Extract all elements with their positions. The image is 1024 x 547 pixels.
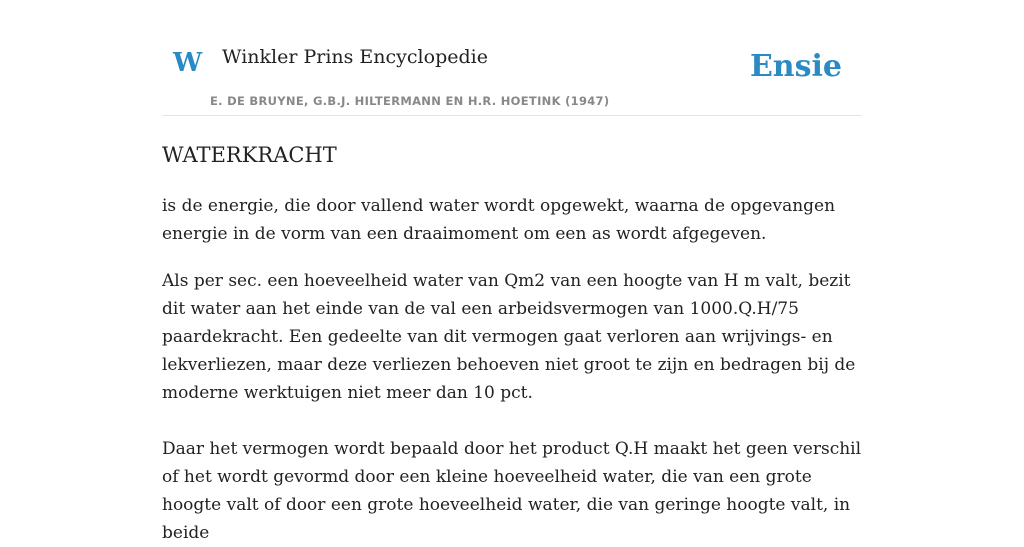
article-headword: WATERKRACHT — [162, 143, 337, 167]
ensie-logo[interactable]: Ensie — [749, 49, 842, 84]
source-authors: E. DE BRUYNE, G.B.J. HILTERMANN EN H.R. HOETINK (1947) — [210, 94, 610, 108]
article-paragraph: Daar het vermogen wordt bepaald door het product Q.H maakt het geen verschil of het wordt gevormd door een kleine hoeveelheid water, die van een grote hoogte valt of door een grote hoeveelheid water, die van geringe hoogte valt, in beide — [162, 439, 862, 543]
article-paragraph: is de energie, die door vallend water wordt opgewekt, waarna de opgevangen energie in de vorm van een draaimoment om een as wordt afgegeven. — [162, 196, 836, 244]
article-paragraph: Als per sec. een hoeveelheid water van Qm2 van een hoogte van H m valt, bezit dit water aan het einde van de val een arbeidsvermogen van 1000.Q.H/75 paardekracht. Een gedeelte van dit vermogen gaat verloren aan wrijvings- en lekverliezen, maar deze verliezen behoeven niet groot te zijn en bedragen bij de moderne werktuigen niet meer dan 10 pct. — [162, 271, 856, 403]
winkler-prins-logo[interactable]: W — [173, 48, 203, 78]
page-container — [162, 0, 862, 547]
source-title[interactable]: Winkler Prins Encyclopedie — [222, 46, 488, 68]
source-header — [162, 0, 862, 116]
